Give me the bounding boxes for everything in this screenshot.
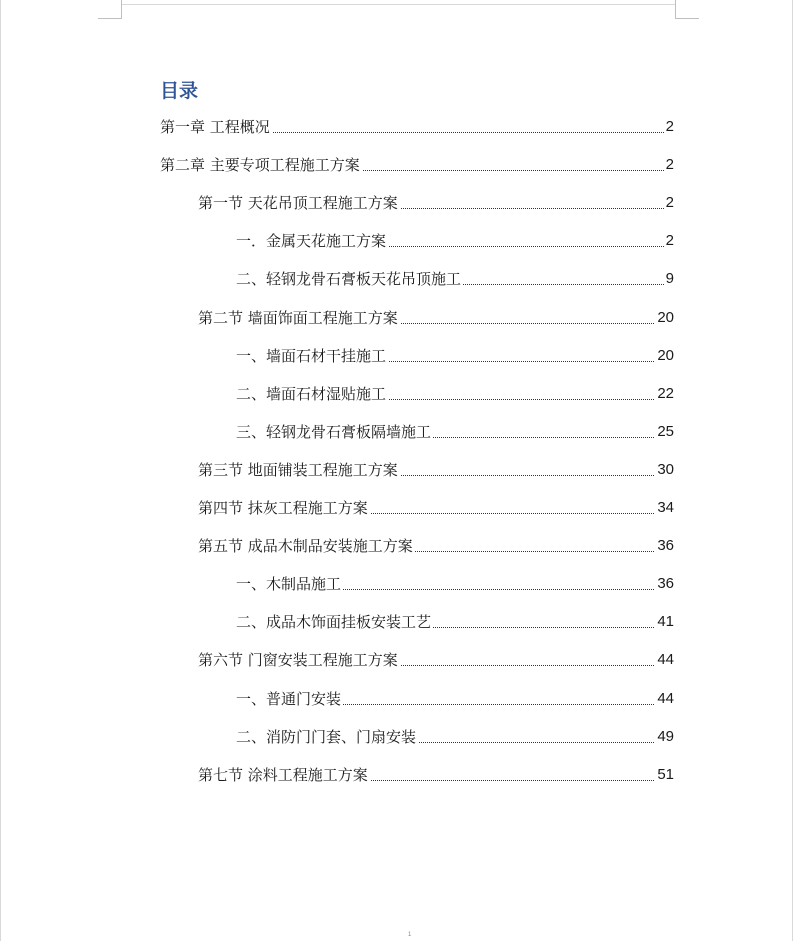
crop-mark-top-right-horizontal — [675, 18, 699, 19]
toc-entry-page-number: 36 — [657, 537, 674, 554]
toc-entry[interactable] — [0, 191, 794, 215]
toc-entry-page-number: 2 — [665, 156, 674, 173]
toc-title: 目录 — [160, 80, 199, 102]
toc-entry-page-number: 2 — [665, 118, 674, 135]
toc-entry[interactable] — [0, 687, 794, 711]
toc-entry-title: 第三节 地面铺装工程施工方案 — [198, 461, 398, 479]
toc-entry[interactable] — [0, 344, 794, 368]
toc-entry-page-number: 2 — [665, 232, 674, 249]
toc-entry-title: 第二节 墙面饰面工程施工方案 — [198, 309, 398, 327]
toc-entry-title: 第四节 抹灰工程施工方案 — [198, 499, 368, 517]
toc-entry-title: 一、墙面石材干挂施工 — [236, 347, 387, 365]
toc-entry-page-number: 49 — [657, 728, 674, 745]
toc-entry-title: 第六节 门窗安装工程施工方案 — [198, 651, 398, 669]
crop-mark-top-left-horizontal — [98, 18, 122, 19]
toc-entry[interactable] — [0, 229, 794, 253]
toc-entry-title: 二、成品木饰面挂板安装工艺 — [236, 613, 432, 631]
toc-entry-page-number: 20 — [657, 347, 674, 364]
toc-entry[interactable] — [0, 725, 794, 749]
toc-entry-title: 一、普通门安装 — [236, 690, 342, 708]
toc-entry-page-number: 41 — [657, 613, 674, 630]
toc-entry-title: 第一节 天花吊顶工程施工方案 — [198, 194, 398, 212]
toc-entry-title: 二、消防门门套、门扇安装 — [236, 728, 417, 746]
toc-entry-title: 第七节 涂料工程施工方案 — [198, 766, 368, 784]
toc-entry-page-number: 30 — [657, 461, 674, 478]
toc-entry[interactable] — [0, 496, 794, 520]
toc-entry[interactable] — [0, 153, 794, 177]
toc-entry[interactable] — [0, 115, 794, 139]
toc-entry-title: 二、轻钢龙骨石膏板天花吊顶施工 — [236, 270, 462, 288]
toc-entry-page-number: 44 — [657, 651, 674, 668]
toc-entry[interactable] — [0, 267, 794, 291]
page-top-edge — [122, 4, 675, 5]
toc-entry[interactable] — [0, 610, 794, 634]
toc-entry-title: 第五节 成品木制品安装施工方案 — [198, 537, 413, 555]
toc-entry[interactable] — [0, 534, 794, 558]
toc-entry[interactable] — [0, 763, 794, 787]
toc-entry-page-number: 44 — [657, 690, 674, 707]
toc-entry[interactable] — [0, 420, 794, 444]
toc-entry-page-number: 9 — [665, 270, 674, 287]
toc-entry-page-number: 20 — [657, 309, 674, 326]
toc-entry-title: 三、轻钢龙骨石膏板隔墙施工 — [236, 423, 432, 441]
toc-entry-page-number: 36 — [657, 575, 674, 592]
toc-entry-title: 第一章 工程概况 — [160, 118, 270, 136]
toc-entry-title: 一、木制品施工 — [236, 575, 342, 593]
crop-mark-top-left-vertical — [121, 0, 122, 19]
toc-entry-page-number: 2 — [665, 194, 674, 211]
toc-entry-page-number: 22 — [657, 385, 674, 402]
toc-entry-title: 第二章 主要专项工程施工方案 — [160, 156, 360, 174]
toc-entry-page-number: 25 — [657, 423, 674, 440]
page-number-footer: 1 — [408, 932, 412, 938]
toc-entry[interactable] — [0, 382, 794, 406]
crop-mark-top-right-vertical — [675, 0, 676, 19]
toc-entry-page-number: 51 — [657, 766, 674, 783]
toc-entry[interactable] — [0, 458, 794, 482]
toc-entry-page-number: 34 — [657, 499, 674, 516]
toc-entry[interactable] — [0, 572, 794, 596]
toc-entry[interactable] — [0, 648, 794, 672]
toc-entry[interactable] — [0, 306, 794, 330]
toc-entry-title: 二、墙面石材湿贴施工 — [236, 385, 387, 403]
toc-entry-title: 一．金属天花施工方案 — [236, 232, 387, 250]
